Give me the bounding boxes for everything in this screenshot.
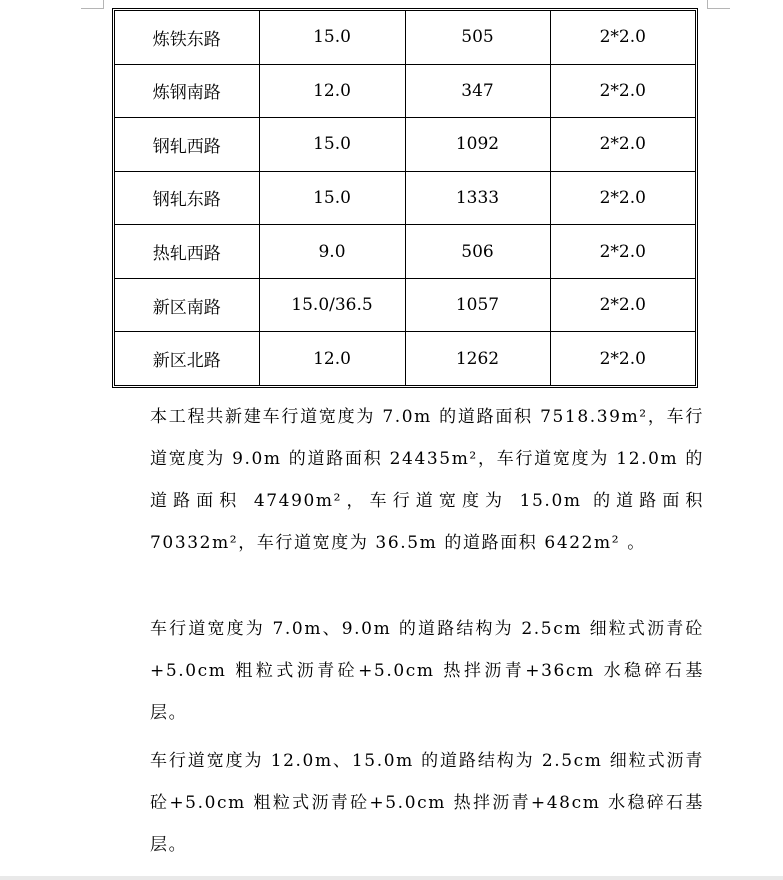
road-name-cell: 钢轧东路	[115, 171, 259, 225]
road-lanes-cell: 2*2.0	[550, 225, 695, 279]
road-width-cell: 12.0	[259, 332, 405, 385]
pavement-structure-paragraph-narrow: 车行道宽度为 7.0m、9.0m 的道路结构为 2.5cm 细粒式沥青砼+5.0cm 粗粒式沥青砼+5.0cm 热拌沥青+36cm 水稳碎石基层。	[150, 619, 704, 723]
road-width-cell: 15.0	[259, 11, 405, 64]
table-row	[115, 118, 695, 172]
road-lanes-cell: 2*2.0	[550, 118, 695, 172]
road-lanes-cell: 2*2.0	[550, 64, 695, 118]
road-width-cell: 15.0	[259, 118, 405, 172]
road-length-cell: 1057	[405, 278, 550, 332]
table-row	[115, 278, 695, 332]
road-name-cell: 新区北路	[115, 332, 259, 385]
road-name-cell: 炼钢南路	[115, 64, 259, 118]
page-bottom-edge	[0, 876, 783, 880]
road-name-cell: 热轧西路	[115, 225, 259, 279]
pavement-structure-paragraph-wide: 车行道宽度为 12.0m、15.0m 的道路结构为 2.5cm 细粒式沥青砼+5.0cm 粗粒式沥青砼+5.0cm 热拌沥青+48cm 水稳碎石基层。	[150, 751, 704, 855]
road-table	[112, 8, 698, 388]
road-lanes-cell: 2*2.0	[550, 171, 695, 225]
road-width-cell: 15.0/36.5	[259, 278, 405, 332]
road-lanes-cell: 2*2.0	[550, 11, 695, 64]
road-length-cell: 1092	[405, 118, 550, 172]
road-length-cell: 1262	[405, 332, 550, 385]
page-corner-mark-right	[707, 0, 730, 9]
road-length-cell: 505	[405, 11, 550, 64]
table-row	[115, 332, 695, 385]
table-row	[115, 11, 695, 64]
table-row	[115, 171, 695, 225]
road-lanes-cell: 2*2.0	[550, 332, 695, 385]
table-row	[115, 64, 695, 118]
road-length-cell: 1333	[405, 171, 550, 225]
road-width-cell: 15.0	[259, 171, 405, 225]
road-name-cell: 新区南路	[115, 278, 259, 332]
page-corner-mark-left	[81, 0, 104, 9]
road-table-grid	[115, 11, 695, 385]
road-name-cell: 炼铁东路	[115, 11, 259, 64]
road-width-cell: 12.0	[259, 64, 405, 118]
road-lanes-cell: 2*2.0	[550, 278, 695, 332]
road-length-cell: 506	[405, 225, 550, 279]
road-name-cell: 钢轧西路	[115, 118, 259, 172]
road-width-cell: 9.0	[259, 225, 405, 279]
road-length-cell: 347	[405, 64, 550, 118]
table-row	[115, 225, 695, 279]
road-area-paragraph: 本工程共新建车行道宽度为 7.0m 的道路面积 7518.39m²，车行道宽度为 9.0m 的道路面积 24435m²，车行道宽度为 12.0m 的道路面积 47490m²，车行道宽度为 15.0m 的道路面积 70332m²，车行道宽度为 36.5m 的道路面积 6422m² 。	[150, 407, 704, 553]
